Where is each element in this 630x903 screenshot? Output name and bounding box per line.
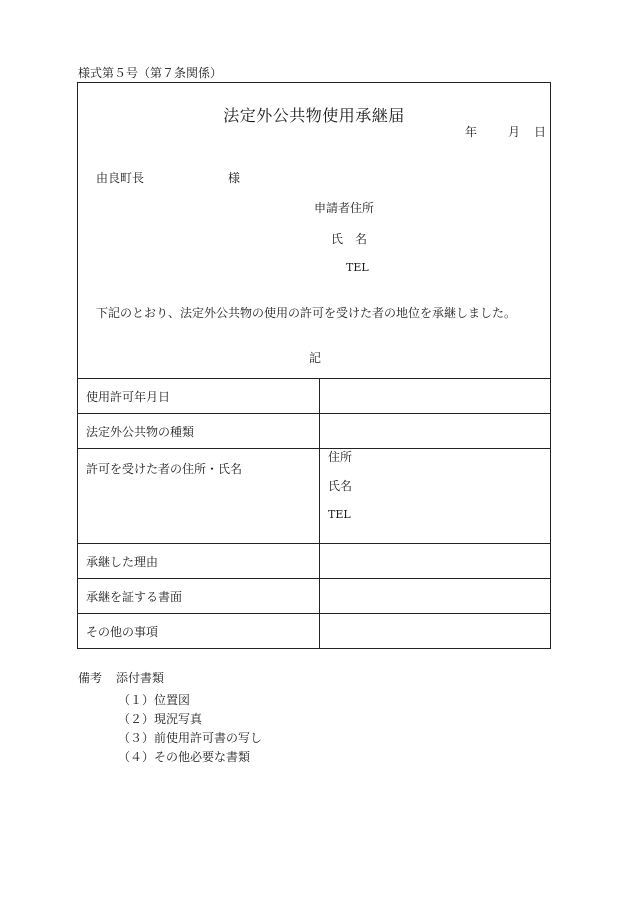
- ki-heading: 記: [309, 351, 322, 365]
- holder-tel-label: TEL: [328, 508, 351, 521]
- other-matters-value: [320, 614, 551, 649]
- public-property-type-value: [320, 414, 551, 449]
- table-row: [78, 544, 551, 579]
- attachments-list: [118, 691, 262, 767]
- form-title: 法定外公共物使用承継届: [223, 106, 405, 125]
- holder-address-label: 住所: [328, 450, 353, 464]
- addressee: 由良町長: [96, 171, 145, 185]
- succession-reason-value: [320, 544, 551, 579]
- other-matters-label: その他の事項: [78, 614, 320, 649]
- applicant-name-label: 氏 名: [331, 232, 368, 246]
- succession-proof-value: [320, 579, 551, 614]
- permit-holder-value: [320, 449, 551, 544]
- table-row: [78, 449, 551, 544]
- notes-heading: [78, 669, 164, 686]
- notes-label: 備考: [78, 671, 103, 685]
- permit-holder-label: 許可を受けた者の住所・氏名: [78, 449, 320, 544]
- succession-proof-label: 承継を証する書面: [78, 579, 320, 614]
- permit-date-value: [320, 379, 551, 414]
- list-item: （２）現況写真: [118, 712, 203, 726]
- public-property-type-label: 法定外公共物の種類: [78, 414, 320, 449]
- permit-date-label: 使用許可年月日: [78, 379, 320, 414]
- form-frame: [77, 82, 551, 649]
- list-item: （４）その他必要な書類: [118, 750, 251, 764]
- notes-section: [78, 669, 164, 686]
- table-row: [78, 414, 551, 449]
- date-month-label: 月: [508, 125, 521, 139]
- table-row: [78, 614, 551, 649]
- table-row: [78, 579, 551, 614]
- date-year-label: 年: [465, 125, 478, 139]
- list-item: （１）位置図: [118, 693, 191, 707]
- date-day-label: 日: [534, 125, 547, 139]
- honorific: 様: [228, 171, 241, 185]
- statement-text: 下記のとおり、法定外公共物の使用の許可を受けた者の地位を承継しました。: [96, 306, 517, 320]
- holder-name-label: 氏名: [328, 479, 353, 493]
- detail-table: [77, 378, 551, 649]
- succession-reason-label: 承継した理由: [78, 544, 320, 579]
- list-item: （３）前使用許可書の写し: [118, 731, 263, 745]
- applicant-tel-label: TEL: [346, 261, 369, 274]
- attachments-label: 添付書類: [116, 671, 165, 685]
- table-row: [78, 379, 551, 414]
- applicant-address-label: 申請者住所: [314, 201, 375, 215]
- form-number: 様式第５号（第７条関係）: [78, 66, 223, 80]
